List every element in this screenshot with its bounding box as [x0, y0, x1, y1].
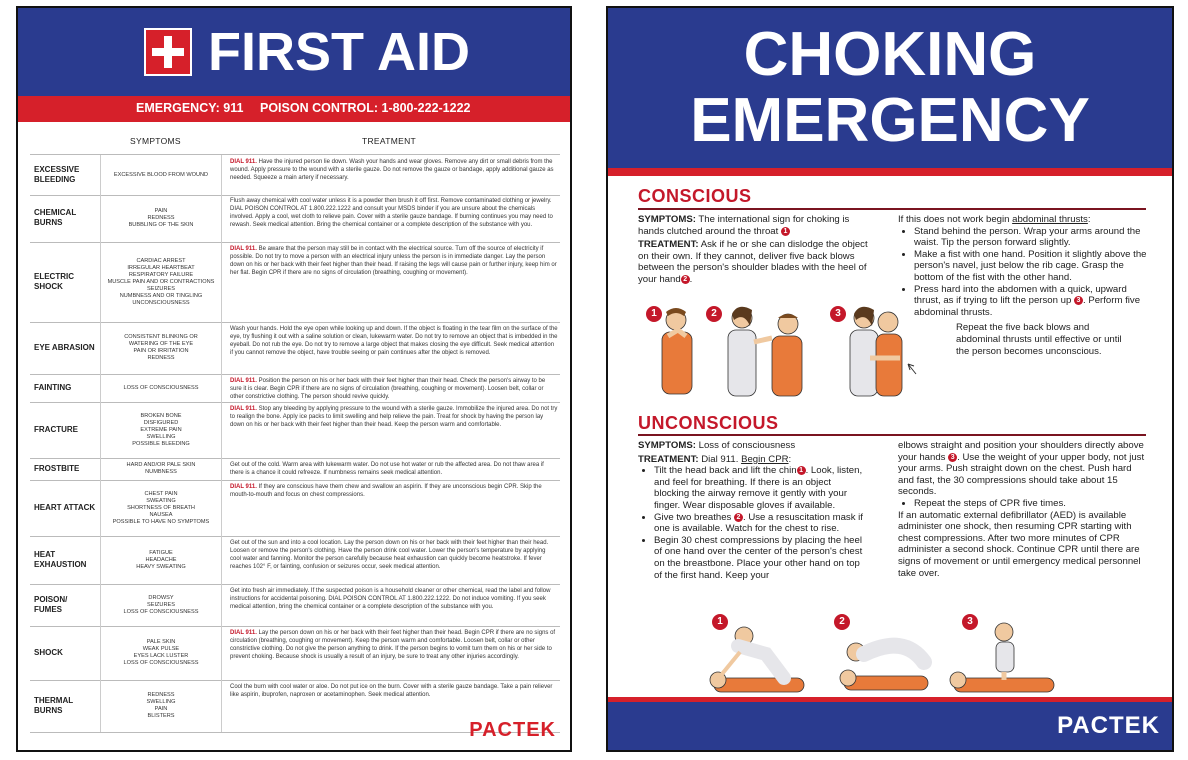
- conscious-symptoms-text: The international sign for choking is hands clutched around the throat: [638, 214, 850, 237]
- conscious-treatment-label: TREATMENT:: [638, 239, 699, 251]
- step-1-marker: 1: [781, 227, 790, 236]
- first-aid-row: [30, 536, 560, 585]
- treatment-text: Get out of the cold. Warm area with lukewarm water. Do not use hot water or rub the affected area. Do not thaw area if there is a chance it could refreeze. If numbness remains seek medical attention.: [230, 462, 544, 476]
- cpr-step-3: • Begin 30 chest compressions by placing the heel of one hand over the center of the person's chest on the breastbone. Place your other hand on top of the first hand. Keep your: [654, 535, 866, 581]
- abdominal-intro: If this does not work begin: [898, 214, 1013, 225]
- choking-header: [608, 8, 1172, 168]
- unconscious-treatment-label: TREATMENT:: [638, 453, 699, 465]
- condition-name: CHEMICAL BURNS: [34, 208, 77, 227]
- cpr-step-1: [654, 465, 866, 511]
- dial-911-label: DIAL 911.: [230, 484, 257, 490]
- condition-treatment: [230, 405, 558, 429]
- first-aid-row: [30, 626, 560, 681]
- condition-symptoms: REDNESS SWELLING PAIN BLISTERS: [100, 680, 222, 732]
- choking-footer: [608, 702, 1172, 750]
- choking-title-line2: EMERGENCY: [690, 86, 1090, 155]
- unconscious-symptoms-label: SYMPTOMS:: [638, 440, 696, 451]
- condition-treatment: [230, 483, 558, 499]
- step-3-marker: 3: [1074, 296, 1083, 305]
- condition-symptoms: CARDIAC ARREST IRREGULAR HEARTBEAT RESPIRATORY FAILURE MUSCLE PAIN AND OR CONTRACTIONS SEIZURES NUMBNESS AND OR TINGLING UNCONSCIOUSNESS: [100, 242, 222, 322]
- condition-name: HEART ATTACK: [34, 503, 96, 512]
- condition-symptoms: CHEST PAIN SWEATING SHORTNESS OF BREATH NAUSEA POSSIBLE TO HAVE NO SYMPTOMS: [100, 480, 222, 536]
- first-aid-row: [30, 402, 560, 459]
- treatment-text: Cool the burn with cool water or aloe. Do not put ice on the burn. Cover with a sterile gauze bandage. Take a pain reliever like aspirin, ibuprofen, naproxen or acetaminophen. Seek medical attention.: [230, 684, 553, 698]
- repeat-cpr: • Repeat the steps of CPR five times.: [914, 498, 1148, 510]
- dial-911-label: DIAL 911.: [230, 378, 257, 384]
- first-aid-row: [30, 458, 560, 481]
- condition-name: POISON/ FUMES: [34, 595, 68, 614]
- illustration-step-1: 1: [646, 306, 662, 322]
- condition-treatment: [230, 461, 558, 477]
- emergency-number: EMERGENCY: 911: [136, 101, 244, 115]
- poison-control-number: POISON CONTROL: 1-800-222-1222: [260, 101, 471, 115]
- choking-person-figure: [662, 308, 692, 394]
- cpr-illustration-step-1: 1: [712, 614, 728, 630]
- cpr-illustration-step-3: 3: [962, 614, 978, 630]
- condition-name: ELECTRIC SHOCK: [34, 272, 74, 291]
- red-cross-icon: [144, 28, 192, 76]
- compression-text-end: . Use the weight of your upper body, not just your arms. Push straight down on the chest. Push hard and fast, the 30 compressions should take about 15 seconds.: [898, 451, 1145, 498]
- cpr-step-2: [654, 512, 866, 535]
- thrust-step-3-text: Press hard into the abdomen with a quick, upward thrust, as if trying to lift the person up: [914, 283, 1127, 307]
- cpr-step-1-end: . Look, listen, and feel for breathing. If there is an object blocking the airway remove it gently with your finger. Wear disposable gloves if available.: [654, 465, 863, 511]
- treatment-text: Get out of the sun and into a cool location. Lay the person down on his or her back with their feet higher than their head. Loosen or remove the person's clothing. Have the person drink cool water. Lower the person's temperature by applying cool water and fanning. Monitor the person carefully because heat exhaustion can quickly become heatstroke. If fever reaches 102° F, or fainting, confusion or seizures occur, seek medical attention.: [230, 540, 549, 570]
- compression-text: elbows straight and position your shoulders directly above your hands: [898, 440, 1144, 463]
- first-aid-row: [30, 242, 560, 323]
- first-aid-row: [30, 480, 560, 537]
- repeat-instruction: Repeat the five back blows and abdominal thrusts until effective or until the person becomes unconscious.: [956, 322, 1122, 357]
- cpr-illustration: [704, 622, 1084, 698]
- condition-symptoms: PAIN REDNESS BUBBLING OF THE SKIN: [100, 194, 222, 242]
- pactek-logo: PACTEK: [469, 719, 556, 741]
- aed-instruction: If an automatic external defibrillator (AED) is available administer one shock, then resuming CPR starting with chest compressions. After two more minutes of CPR administer a second shock. Continue CPR until there are signs of movement or until emergency medical personnel take over.: [898, 509, 1141, 579]
- condition-name: FRACTURE: [34, 425, 78, 434]
- condition-treatment: [230, 377, 558, 401]
- first-aid-header: [18, 8, 570, 96]
- condition-symptoms: LOSS OF CONSCIOUSNESS: [100, 374, 222, 402]
- symptoms-column-header: SYMPTOMS: [130, 136, 181, 146]
- condition-name: HEAT EXHAUSTION: [34, 550, 87, 569]
- conscious-treatment-text: Ask if he or she can dislodge the object on their own. If they cannot, deliver five back blows between the person's shoulder blades with the heel of your hand: [638, 239, 868, 285]
- condition-treatment: [230, 325, 558, 357]
- treatment-text: Position the person on his or her back with their feet higher than their head. Check the person's airway to be sure it is clear. Begin CPR if there are no signs of circulation (breathing, coughing or movement). Loosen belt, collar or other constrictive clothing. The person should revive quickly.: [230, 378, 546, 400]
- choking-poster: [606, 6, 1174, 752]
- condition-symptoms: BROKEN BONE DISFIGURED EXTREME PAIN SWELLING POSSIBLE BLEEDING: [100, 402, 222, 458]
- cpr-illustration-step-2: 2: [834, 614, 850, 630]
- head-tilt-figure: [710, 627, 804, 692]
- header-red-stripe: [608, 168, 1172, 176]
- thrust-step-3-end: . Perform five abdominal thrusts.: [914, 295, 1141, 318]
- first-aid-title: FIRST AID: [208, 22, 470, 82]
- first-aid-row: [30, 374, 560, 403]
- treatment-text: Flush away chemical with cool water unless it is a powder then brush it off first. Remove contaminated clothing or jewelry. DIAL POISON CONTROL AT 1.800.222.1222 and consult your MSDS binder if you are unsure about the chemicals involved. Apply a cool, wet cloth to relieve pain. Cover with a sterile gauze bandage. If burning continues you may need to rewash. Seek medical attention. Bring the chemical container or a complete description of the substance with you.: [230, 198, 553, 228]
- condition-symptoms: PALE SKIN WEAK PULSE EYES LACK LUSTER LOSS OF CONSCIOUSNESS: [100, 626, 222, 680]
- condition-name: FAINTING: [34, 383, 72, 392]
- treatment-text: Have the injured person lie down. Wash your hands and wear gloves. Remove any dirt or small debris from the wound. Apply pressure to the wound with a sterile gauze. Do not remove the gauze or bandage, apply additional gauze as needed. Squeeze a main artery if necessary.: [230, 159, 554, 181]
- condition-name: FROSTBITE: [34, 464, 80, 473]
- conscious-symptoms-label: SYMPTOMS:: [638, 214, 696, 225]
- condition-treatment: [230, 245, 558, 277]
- conscious-rule: [638, 208, 1146, 210]
- begin-cpr-label: Begin CPR: [741, 453, 789, 465]
- treatment-text: Be aware that the person may still be in contact with the electrical source. Turn off the source of electricity if possible. Do not try to move a person with an electrical injury unless the person is in immediate danger. Lay the person down on his or her back with their feet higher than their head. If raising the legs will cause pain or further injury, keep him or her flat. Begin CPR if there are no signs of circulation (breathing, coughing or movement).: [230, 246, 557, 276]
- condition-name: SHOCK: [34, 648, 63, 657]
- helper-figure: [728, 307, 772, 396]
- choking-title-line1: CHOKING: [743, 20, 1037, 89]
- abdominal-thrust-figure: [850, 307, 916, 396]
- cpr-marker-3: 3: [948, 453, 957, 462]
- conscious-illustration: [638, 298, 928, 408]
- condition-symptoms: FATIGUE HEADACHE HEAVY SWEATING: [100, 536, 222, 584]
- emergency-bar: [18, 96, 570, 122]
- condition-name: THERMAL BURNS: [34, 696, 73, 715]
- treatment-column-header: TREATMENT: [362, 136, 417, 146]
- treatment-text: Wash your hands. Hold the eye open while looking up and down. If the object is floating in the tear film on the surface of the eye, try flushing it out with a saline solution or clean, lukewarm water. Do not try to remove an object that is imbedded in the eyeball. Do not rub the eye. Do not try to remove a large object that makes closing the eye difficult. Seek medical attention if you cannot remove the object, have trouble seeing or pain continues after the object is removed.: [230, 326, 558, 356]
- condition-name: EXCESSIVE BLEEDING: [34, 165, 80, 184]
- step-2-marker: 2: [681, 275, 690, 284]
- condition-name: EYE ABRASION: [34, 343, 95, 352]
- bent-person-figure: [772, 314, 802, 396]
- dial-911-label: DIAL 911.: [230, 630, 257, 636]
- conscious-right-text: If this does not work begin abdominal thrusts: • Stand behind the person. Wrap your arms around the waist. Tip the person forward slightly. • Make a fist with one hand. Position it slightly above the person's navel, just below the rib cage. Grasp the bottom of the fist with the other hand. • Press hard into the abdomen with a quick, upward thrust, as if trying to lift the person up 3 . Perform five abdominal thrusts. Repeat the five back blows and abdominal thrusts until effective or until the person becomes unconscious.: [898, 214, 1148, 357]
- cpr-marker-2: 2: [734, 513, 743, 522]
- dial-911-label: DIAL 911.: [230, 246, 257, 252]
- condition-treatment: [230, 539, 558, 571]
- abdominal-thrusts-label: abdominal thrusts: [1012, 214, 1088, 225]
- unconscious-symptoms-text: Loss of consciousness: [695, 440, 796, 451]
- unconscious-rule: [638, 434, 1146, 436]
- treatment-text: If they are conscious have them chew and swallow an aspirin. If they are unconscious begin CPR. Skip the mouth-to-mouth and focus on chest compressions.: [230, 484, 542, 498]
- illustration-step-2: 2: [706, 306, 722, 322]
- condition-treatment: [230, 158, 558, 182]
- first-aid-row: [30, 154, 560, 196]
- first-aid-row: [30, 584, 560, 627]
- first-aid-row: [30, 194, 560, 243]
- unconscious-treatment-text: Dial 911.: [698, 453, 742, 465]
- first-aid-poster: [16, 6, 572, 752]
- cpr-marker-1: 1: [797, 466, 806, 475]
- chest-compression-figure: [950, 623, 1054, 692]
- condition-treatment: [230, 629, 558, 661]
- cpr-step-1-text: Tilt the head back and lift the chin: [654, 465, 797, 477]
- condition-symptoms: EXCESSIVE BLOOD FROM WOUND: [100, 155, 222, 195]
- treatment-text: Stop any bleeding by applying pressure to the wound with a sterile gauze. Immobilize the injured area. Do not try to realign the bone. Apply ice packs to limit swelling and help relieve the pain. Treat for shock by having the person lay down on his or her back with their feet higher than their head. Keep the person warm and comfortable.: [230, 406, 558, 428]
- conscious-heading: CONSCIOUS: [638, 186, 752, 206]
- condition-symptoms: HARD AND/OR PALE SKIN NUMBNESS: [100, 458, 222, 480]
- cpr-step-2-end: . Use a resuscitation mask if one is available. Watch for the chest to rise.: [654, 511, 863, 535]
- unconscious-left-text: SYMPTOMS: Loss of consciousness TREATMENT: Dial 911. Begin CPR: • Tilt the head back and lift the chin 1 . Look, listen, and feel for breathing. If there is an object blocking the airway remove it gently with your finger. Wear disposable gloves if available. • Give two breathes 2 . Use a resuscitation mask if one is available. Watch for the chest to rise. • Begin 30 chest compressions by placing the heel of one hand over the center of the person's chest on the breastbone. Place your other hand on top of the first hand. Keep your: [638, 440, 866, 581]
- treatment-text: Get into fresh air immediately. If the suspected poison is a household cleaner or other chemical, read the label and follow instructions for accidental poisoning. DIAL POISON CONTROL AT 1.800.222.1222. Do not induce vomiting. If you seek medical attention, bring the chemical container or a complete description of the substance with you.: [230, 588, 551, 610]
- pactek-logo-footer: PACTEK: [1057, 712, 1160, 739]
- first-aid-row: [30, 322, 560, 375]
- thrust-step-2: • Make a fist with one hand. Position it slightly above the person's navel, just below the rib cage. Grasp the bottom of the fist with the other hand.: [914, 249, 1148, 284]
- thrust-step-3: [914, 284, 1148, 319]
- treatment-text: Lay the person down on his or her back with their feet higher than their head. Begin CPR if there are no signs of circulation (breathing, coughing or movement). Keep the person warm and comfortable. Loosen belt, collar or other constrictive clothing. Do not give the person anything to drink. If the person begins to vomit turn them on his or her side to prevent choking. Because shock is usually a result of an injury, be sure to treat any other injuries accordingly.: [230, 630, 556, 660]
- cpr-step-2-text: Give two breathes: [654, 511, 732, 523]
- condition-symptoms: CONSISTENT BLINKING OR WATERING OF THE EYE PAIN OR IRRITATION REDNESS: [100, 322, 222, 374]
- condition-treatment: [230, 587, 558, 611]
- dial-911-label: DIAL 911.: [230, 159, 257, 165]
- condition-treatment: [230, 197, 558, 229]
- dial-911-label: DIAL 911.: [230, 406, 257, 412]
- rescue-breath-figure: [840, 643, 928, 690]
- conscious-left-text: SYMPTOMS: The international sign for choking is hands clutched around the throat 1 TREATMENT: Ask if he or she can dislodge the object on their own. If they cannot, deliver five back blows between the person's shoulder blades with the heel of your hand 2 .: [638, 214, 868, 285]
- condition-treatment: [230, 683, 558, 699]
- illustration-step-3: 3: [830, 306, 846, 322]
- condition-symptoms: DROWSY SEIZURES LOSS OF CONSCIOUSNESS: [100, 584, 222, 626]
- unconscious-heading: UNCONSCIOUS: [638, 413, 779, 433]
- thrust-step-1: • Stand behind the person. Wrap your arms around the waist. Tip the person forward slightly.: [914, 226, 1148, 249]
- unconscious-right-text: [898, 440, 1148, 579]
